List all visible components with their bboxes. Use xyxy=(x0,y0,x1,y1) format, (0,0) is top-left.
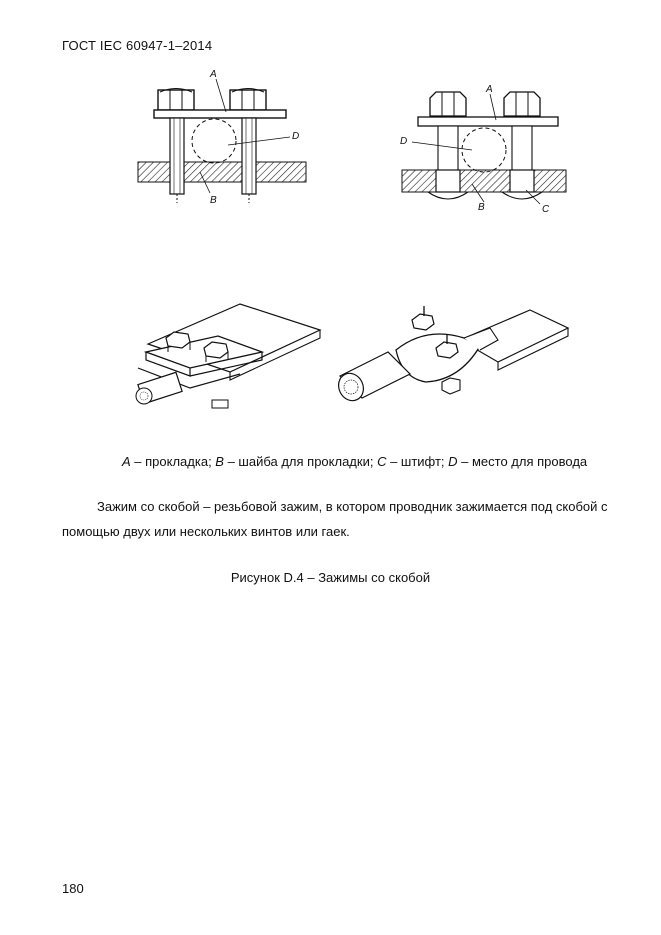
label-a: A xyxy=(210,69,217,80)
legend-text-c: – штифт; xyxy=(386,454,449,469)
figure-clamp-isometric-left xyxy=(130,296,330,416)
wire-place-circle xyxy=(462,128,506,172)
legend-text-d: – место для провода xyxy=(457,454,588,469)
figure-legend xyxy=(122,454,587,469)
label-c: C xyxy=(542,204,550,215)
legend-text-b: – шайба для прокладки; xyxy=(223,454,378,469)
nut-bottom xyxy=(442,378,460,394)
label-d: D xyxy=(400,136,408,147)
bolt-head-left xyxy=(158,89,194,111)
legend-key-b: B xyxy=(215,454,224,469)
lower-nut-left xyxy=(436,170,460,192)
nut-top xyxy=(412,306,434,330)
base-plate xyxy=(138,162,306,182)
pressure-plate xyxy=(154,110,286,118)
bolt-shank-left xyxy=(170,118,184,203)
nut-top-left xyxy=(430,92,466,116)
figure-clamp-two-nuts-right xyxy=(392,80,572,220)
document-header: ГОСТ IEC 60947-1–2014 xyxy=(62,38,213,53)
legend-text-a: – прокладка; xyxy=(130,454,216,469)
bolt-shank-right xyxy=(242,118,256,203)
legend-key-c: C xyxy=(377,454,387,469)
figure-clamp-two-bolts-left xyxy=(130,65,320,210)
legend-key-a: A xyxy=(122,454,131,469)
bolt-head-right xyxy=(230,89,266,111)
label-a: A xyxy=(486,84,493,95)
figure-caption: Рисунок D.4 – Зажимы со скобой xyxy=(230,570,431,585)
lower-nut-right xyxy=(510,170,534,192)
definition-paragraph-line2: помощью двух или нескольких винтов или гаек. xyxy=(62,524,350,539)
page-number: 180 xyxy=(62,881,84,896)
wire-place-circle xyxy=(192,119,236,163)
pressure-plate xyxy=(418,117,558,126)
figure-clamp-isometric-right xyxy=(330,300,570,410)
label-b: B xyxy=(478,202,485,213)
label-b: B xyxy=(210,195,217,206)
bottom-nut xyxy=(212,400,228,408)
nut-top-right xyxy=(504,92,540,116)
label-d: D xyxy=(292,131,300,142)
definition-paragraph-line1: Зажим со скобой – резьбовой зажим, в котором проводник зажимается под скобой с xyxy=(97,499,608,514)
legend-key-d: D xyxy=(448,454,458,469)
base-plate xyxy=(402,170,566,192)
